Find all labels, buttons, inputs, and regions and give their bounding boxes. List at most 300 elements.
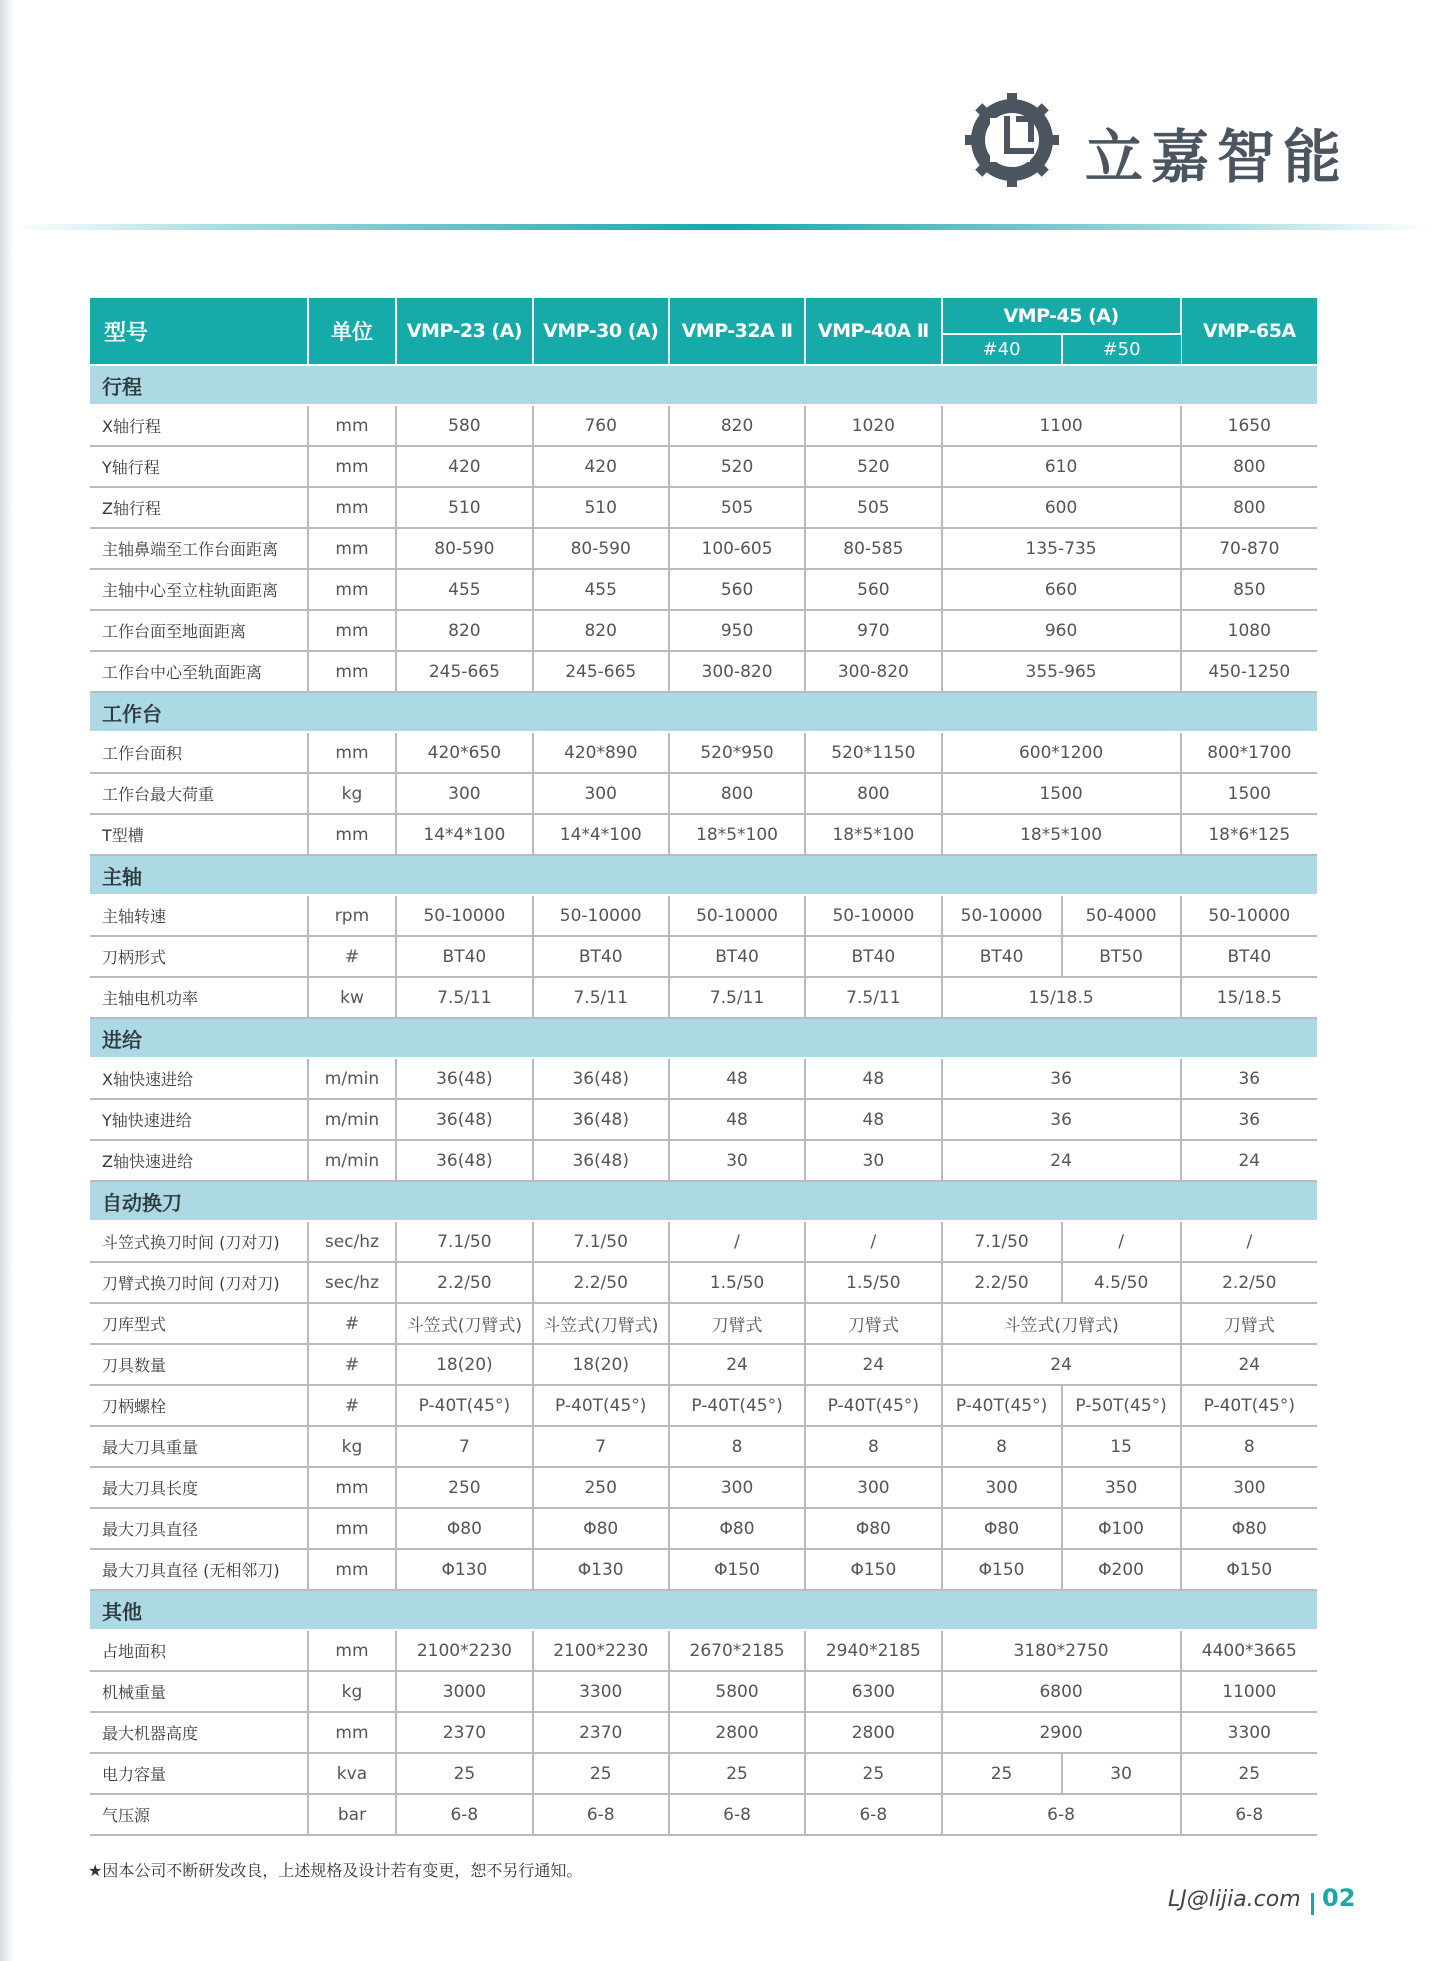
- spec-value: 100-605: [669, 528, 805, 569]
- spec-value: 刀臂式: [805, 1303, 941, 1344]
- spec-value: P-40T(45°): [805, 1385, 941, 1426]
- spec-unit: mm: [308, 487, 397, 528]
- spec-value: 18*5*100: [942, 814, 1181, 855]
- spec-value: 2100*2230: [533, 1630, 669, 1671]
- spec-value: P-40T(45°): [396, 1385, 532, 1426]
- brand-name: 立嘉智能: [1085, 123, 1350, 191]
- spec-value: /: [805, 1221, 941, 1262]
- spec-value: 30: [669, 1140, 805, 1181]
- spec-value: 2800: [805, 1712, 941, 1753]
- spec-value: 2.2/50: [533, 1262, 669, 1303]
- table-row: [90, 1058, 1317, 1099]
- spec-value: 50-10000: [805, 895, 941, 936]
- spec-value: 6-8: [533, 1794, 669, 1835]
- spec-name: 主轴鼻端至工作台面距离: [90, 528, 308, 569]
- spec-value: BT40: [396, 936, 532, 977]
- spec-value: 820: [669, 405, 805, 446]
- table-row: [90, 1344, 1317, 1385]
- spec-value: Φ100: [1062, 1508, 1181, 1549]
- spec-value: 450-1250: [1181, 651, 1317, 692]
- spec-name: 最大刀具重量: [90, 1426, 308, 1467]
- spec-name: 主轴转速: [90, 895, 308, 936]
- spec-value: P-40T(45°): [1181, 1385, 1317, 1426]
- table-row: [90, 1508, 1317, 1549]
- spec-value: Φ150: [942, 1549, 1062, 1590]
- spec-value: 970: [805, 610, 941, 651]
- spec-value: 36(48): [396, 1140, 532, 1181]
- spec-value: Φ80: [805, 1508, 941, 1549]
- table-row: [90, 1712, 1317, 1753]
- table-row: [90, 1753, 1317, 1794]
- spec-value: 25: [396, 1753, 532, 1794]
- spec-unit: sec/hz: [308, 1221, 397, 1262]
- spec-value: BT40: [1181, 936, 1317, 977]
- spec-value: 刀臂式: [1181, 1303, 1317, 1344]
- spec-value: 48: [805, 1099, 941, 1140]
- spec-value: 36(48): [533, 1099, 669, 1140]
- spec-value: 420*890: [533, 732, 669, 773]
- spec-name: 工作台中心至轨面距离: [90, 651, 308, 692]
- spec-value: 80-590: [396, 528, 532, 569]
- spec-unit: mm: [308, 1467, 397, 1508]
- spec-unit: #: [308, 1303, 397, 1344]
- spec-unit: mm: [308, 610, 397, 651]
- section-title: 其他: [90, 1590, 1317, 1630]
- spec-value: 800: [669, 773, 805, 814]
- spec-value: 14*4*100: [396, 814, 532, 855]
- spec-value: 斗笠式(刀臂式): [533, 1303, 669, 1344]
- spec-value: P-40T(45°): [669, 1385, 805, 1426]
- spec-value: 300: [396, 773, 532, 814]
- header-model: 型号: [90, 298, 308, 365]
- spec-name: 最大刀具直径 (无相邻刀): [90, 1549, 308, 1590]
- spec-name: 最大刀具直径: [90, 1508, 308, 1549]
- spec-value: 30: [1062, 1753, 1181, 1794]
- spec-unit: kg: [308, 773, 397, 814]
- spec-unit: mm: [308, 1549, 397, 1590]
- spec-value: 1.5/50: [805, 1262, 941, 1303]
- table-row: [90, 569, 1317, 610]
- spec-value: 24: [942, 1140, 1181, 1181]
- spec-value: 1650: [1181, 405, 1317, 446]
- spec-value: 2370: [396, 1712, 532, 1753]
- spec-name: 刀具数量: [90, 1344, 308, 1385]
- spec-value: 36: [1181, 1099, 1317, 1140]
- spec-unit: m/min: [308, 1140, 397, 1181]
- section-header: [90, 855, 1317, 895]
- spec-value: 2370: [533, 1712, 669, 1753]
- spec-value: 850: [1181, 569, 1317, 610]
- header-model-name: VMP-45 (A): [942, 298, 1181, 334]
- spec-value: 3300: [1181, 1712, 1317, 1753]
- spec-value: BT40: [533, 936, 669, 977]
- spec-value: 520*950: [669, 732, 805, 773]
- spec-value: 80-590: [533, 528, 669, 569]
- spec-value: 2.2/50: [1181, 1262, 1317, 1303]
- spec-value: 1.5/50: [669, 1262, 805, 1303]
- table-row: [90, 1426, 1317, 1467]
- spec-name: X轴行程: [90, 405, 308, 446]
- spec-unit: mm: [308, 446, 397, 487]
- spec-name: 主轴电机功率: [90, 977, 308, 1018]
- table-row: [90, 1794, 1317, 1835]
- spec-name: 电力容量: [90, 1753, 308, 1794]
- spec-value: 36(48): [396, 1058, 532, 1099]
- spec-value: 800: [1181, 487, 1317, 528]
- spec-value: 6800: [942, 1671, 1181, 1712]
- spec-value: 24: [942, 1344, 1181, 1385]
- spec-name: Z轴快速进给: [90, 1140, 308, 1181]
- spec-value: 1080: [1181, 610, 1317, 651]
- spec-value: 300: [805, 1467, 941, 1508]
- section-header: [90, 365, 1317, 405]
- spec-unit: sec/hz: [308, 1262, 397, 1303]
- spec-value: 24: [805, 1344, 941, 1385]
- spec-value: 7.1/50: [942, 1221, 1062, 1262]
- header-unit: 单位: [308, 298, 397, 365]
- spec-value: 48: [805, 1058, 941, 1099]
- spec-unit: m/min: [308, 1099, 397, 1140]
- spec-value: /: [669, 1221, 805, 1262]
- spec-value: 30: [805, 1140, 941, 1181]
- spec-value: 6-8: [805, 1794, 941, 1835]
- spec-value: 800: [805, 773, 941, 814]
- spec-value: 6-8: [1181, 1794, 1317, 1835]
- spec-value: 560: [805, 569, 941, 610]
- table-row: [90, 1303, 1317, 1344]
- spec-value: 610: [942, 446, 1181, 487]
- spec-value: 250: [533, 1467, 669, 1508]
- table-row: [90, 1671, 1317, 1712]
- spec-value: 8: [942, 1426, 1062, 1467]
- spec-unit: rpm: [308, 895, 397, 936]
- table-row: [90, 405, 1317, 446]
- spec-value: P-50T(45°): [1062, 1385, 1181, 1426]
- spec-value: 刀臂式: [669, 1303, 805, 1344]
- spec-value: 15/18.5: [1181, 977, 1317, 1018]
- spec-value: 820: [533, 610, 669, 651]
- spec-name: 刀臂式换刀时间 (刀对刀): [90, 1262, 308, 1303]
- spec-value: 300-820: [805, 651, 941, 692]
- spec-value: 1020: [805, 405, 941, 446]
- spec-unit: #: [308, 936, 397, 977]
- header-divider: [10, 224, 1430, 230]
- section-title: 进给: [90, 1018, 1317, 1058]
- footer-separator: [1311, 1893, 1314, 1915]
- spec-value: 300: [1181, 1467, 1317, 1508]
- spec-name: 工作台面至地面距离: [90, 610, 308, 651]
- spec-value: BT40: [669, 936, 805, 977]
- spec-value: 8: [669, 1426, 805, 1467]
- table-row: [90, 651, 1317, 692]
- spec-value: 斗笠式(刀臂式): [396, 1303, 532, 1344]
- table-row: [90, 1140, 1317, 1181]
- spec-value: Φ80: [669, 1508, 805, 1549]
- spec-value: 50-4000: [1062, 895, 1181, 936]
- spec-unit: m/min: [308, 1058, 397, 1099]
- spec-value: 1500: [942, 773, 1181, 814]
- table-row: [90, 814, 1317, 855]
- spec-value: Φ150: [669, 1549, 805, 1590]
- spec-value: Φ130: [533, 1549, 669, 1590]
- spec-value: 420: [396, 446, 532, 487]
- spec-value: 24: [1181, 1140, 1317, 1181]
- spec-unit: kw: [308, 977, 397, 1018]
- spec-value: 960: [942, 610, 1181, 651]
- spec-value: 505: [805, 487, 941, 528]
- spec-value: 6-8: [396, 1794, 532, 1835]
- spec-value: 355-965: [942, 651, 1181, 692]
- section-title: 行程: [90, 365, 1317, 405]
- spec-name: X轴快速进给: [90, 1058, 308, 1099]
- spec-unit: mm: [308, 569, 397, 610]
- spec-value: 15: [1062, 1426, 1181, 1467]
- spec-value: 2670*2185: [669, 1630, 805, 1671]
- spec-value: 36(48): [533, 1058, 669, 1099]
- spec-value: 7.5/11: [533, 977, 669, 1018]
- website-link[interactable]: LJ@lijia.com: [1168, 1887, 1301, 1912]
- section-header: [90, 1018, 1317, 1058]
- spec-value: 1500: [1181, 773, 1317, 814]
- spec-name: 气压源: [90, 1794, 308, 1835]
- spec-value: 4400*3665: [1181, 1630, 1317, 1671]
- spec-value: 25: [533, 1753, 669, 1794]
- spec-value: Φ130: [396, 1549, 532, 1590]
- spec-unit: kva: [308, 1753, 397, 1794]
- spec-unit: mm: [308, 814, 397, 855]
- spec-value: 7: [396, 1426, 532, 1467]
- spec-unit: mm: [308, 651, 397, 692]
- spec-name: 占地面积: [90, 1630, 308, 1671]
- spec-value: 510: [396, 487, 532, 528]
- spec-value: 36: [942, 1099, 1181, 1140]
- spec-value: Φ80: [1181, 1508, 1317, 1549]
- spec-value: 2940*2185: [805, 1630, 941, 1671]
- section-header: [90, 692, 1317, 732]
- table-row: [90, 1630, 1317, 1671]
- spec-value: 300: [942, 1467, 1062, 1508]
- spec-value: 36(48): [533, 1140, 669, 1181]
- table-row: [90, 1262, 1317, 1303]
- spec-name: Z轴行程: [90, 487, 308, 528]
- spec-name: T型槽: [90, 814, 308, 855]
- spec-value: 135-735: [942, 528, 1181, 569]
- spec-value: 245-665: [533, 651, 669, 692]
- spec-value: 25: [669, 1753, 805, 1794]
- spec-unit: mm: [308, 1712, 397, 1753]
- spec-value: 36: [942, 1058, 1181, 1099]
- spec-value: 520: [669, 446, 805, 487]
- spec-value: 950: [669, 610, 805, 651]
- spec-value: 580: [396, 405, 532, 446]
- section-header: [90, 1590, 1317, 1630]
- spec-unit: mm: [308, 1508, 397, 1549]
- spec-value: 520*1150: [805, 732, 941, 773]
- table-row: [90, 446, 1317, 487]
- spec-value: 6-8: [669, 1794, 805, 1835]
- spec-value: 8: [1181, 1426, 1317, 1467]
- table-row: [90, 1221, 1317, 1262]
- table-row: [90, 1467, 1317, 1508]
- spec-value: 7: [533, 1426, 669, 1467]
- spec-value: Φ80: [533, 1508, 669, 1549]
- spec-unit: mm: [308, 405, 397, 446]
- header-model-name: VMP-30 (A): [533, 298, 669, 365]
- spec-value: 3000: [396, 1671, 532, 1712]
- spec-value: 300: [533, 773, 669, 814]
- spec-name: 最大刀具长度: [90, 1467, 308, 1508]
- spec-value: Φ200: [1062, 1549, 1181, 1590]
- spec-value: BT40: [942, 936, 1062, 977]
- spec-unit: #: [308, 1385, 397, 1426]
- page-edge-shadow: [0, 0, 14, 1961]
- spec-value: Φ150: [805, 1549, 941, 1590]
- spec-value: 70-870: [1181, 528, 1317, 569]
- section-header: [90, 1181, 1317, 1221]
- spec-value: BT50: [1062, 936, 1181, 977]
- spec-value: 4.5/50: [1062, 1262, 1181, 1303]
- spec-value: 2.2/50: [396, 1262, 532, 1303]
- footnote: ★因本公司不断研发改良，上述规格及设计若有变更，恕不另行通知。: [88, 1861, 583, 1880]
- spec-value: 25: [805, 1753, 941, 1794]
- spec-unit: mm: [308, 1630, 397, 1671]
- spec-value: 50-10000: [533, 895, 669, 936]
- table-row: [90, 528, 1317, 569]
- spec-value: BT40: [805, 936, 941, 977]
- spec-value: P-40T(45°): [533, 1385, 669, 1426]
- spec-value: 斗笠式(刀臂式): [942, 1303, 1181, 1344]
- spec-value: 24: [669, 1344, 805, 1385]
- table-row: [90, 1549, 1317, 1590]
- spec-value: /: [1181, 1221, 1317, 1262]
- spec-value: 50-10000: [942, 895, 1062, 936]
- spec-value: 7.1/50: [396, 1221, 532, 1262]
- spec-value: 36(48): [396, 1099, 532, 1140]
- spec-value: 7.1/50: [533, 1221, 669, 1262]
- spec-value: 18*5*100: [669, 814, 805, 855]
- spec-value: 600: [942, 487, 1181, 528]
- spec-value: 2100*2230: [396, 1630, 532, 1671]
- table-row: [90, 1385, 1317, 1426]
- spec-name: Y轴行程: [90, 446, 308, 487]
- spec-value: 2.2/50: [942, 1262, 1062, 1303]
- spec-name: 刀柄形式: [90, 936, 308, 977]
- spec-value: 1100: [942, 405, 1181, 446]
- spec-value: 350: [1062, 1467, 1181, 1508]
- spec-value: 50-10000: [1181, 895, 1317, 936]
- spec-unit: mm: [308, 732, 397, 773]
- spec-value: 420*650: [396, 732, 532, 773]
- spec-value: 5800: [669, 1671, 805, 1712]
- spec-value: 800*1700: [1181, 732, 1317, 773]
- spec-unit: #: [308, 1344, 397, 1385]
- spec-value: 455: [533, 569, 669, 610]
- spec-value: 14*4*100: [533, 814, 669, 855]
- spec-name: 机械重量: [90, 1671, 308, 1712]
- table-row: [90, 610, 1317, 651]
- spec-value: 48: [669, 1099, 805, 1140]
- table-row: [90, 936, 1317, 977]
- spec-value: 48: [669, 1058, 805, 1099]
- spec-value: 800: [1181, 446, 1317, 487]
- spec-value: 18*5*100: [805, 814, 941, 855]
- spec-value: P-40T(45°): [942, 1385, 1062, 1426]
- spec-value: 6300: [805, 1671, 941, 1712]
- spec-value: /: [1062, 1221, 1181, 1262]
- table-row: [90, 487, 1317, 528]
- spec-value: 25: [1181, 1753, 1317, 1794]
- table-row: [90, 977, 1317, 1018]
- spec-value: 245-665: [396, 651, 532, 692]
- spec-unit: bar: [308, 1794, 397, 1835]
- spec-value: 300-820: [669, 651, 805, 692]
- spec-value: 455: [396, 569, 532, 610]
- page-number: 02: [1322, 1884, 1356, 1912]
- header-model-name: VMP-23 (A): [396, 298, 532, 365]
- header-model-name: VMP-32A Ⅱ: [669, 298, 805, 365]
- spec-value: 24: [1181, 1344, 1317, 1385]
- spec-value: 6-8: [942, 1794, 1181, 1835]
- spec-name: 最大机器高度: [90, 1712, 308, 1753]
- spec-value: 2900: [942, 1712, 1181, 1753]
- spec-value: 3300: [533, 1671, 669, 1712]
- spec-name: 斗笠式换刀时间 (刀对刀): [90, 1221, 308, 1262]
- table-row: [90, 773, 1317, 814]
- spec-value: 820: [396, 610, 532, 651]
- spec-name: Y轴快速进给: [90, 1099, 308, 1140]
- spec-value: 8: [805, 1426, 941, 1467]
- spec-value: 760: [533, 405, 669, 446]
- spec-table: [90, 298, 1317, 1836]
- spec-value: 18(20): [533, 1344, 669, 1385]
- spec-value: Φ150: [1181, 1549, 1317, 1590]
- spec-name: 主轴中心至立柱轨面距离: [90, 569, 308, 610]
- spec-name: 工作台面积: [90, 732, 308, 773]
- spec-value: 15/18.5: [942, 977, 1181, 1018]
- spec-unit: mm: [308, 528, 397, 569]
- spec-value: 3180*2750: [942, 1630, 1181, 1671]
- spec-value: 7.5/11: [669, 977, 805, 1018]
- section-title: 工作台: [90, 692, 1317, 732]
- header-model-name: VMP-40A Ⅱ: [805, 298, 941, 365]
- spec-name: 工作台最大荷重: [90, 773, 308, 814]
- spec-value: 520: [805, 446, 941, 487]
- spec-value: 250: [396, 1467, 532, 1508]
- table-row: [90, 732, 1317, 773]
- spec-body: [90, 365, 1317, 1835]
- spec-name: 刀库型式: [90, 1303, 308, 1344]
- spec-unit: kg: [308, 1426, 397, 1467]
- table-row: [90, 1099, 1317, 1140]
- header-model-name: VMP-65A: [1181, 298, 1317, 365]
- section-title: 主轴: [90, 855, 1317, 895]
- table-row: [90, 895, 1317, 936]
- spec-value: 11000: [1181, 1671, 1317, 1712]
- spec-value: 660: [942, 569, 1181, 610]
- spec-value: 80-585: [805, 528, 941, 569]
- spec-value: 18*6*125: [1181, 814, 1317, 855]
- section-title: 自动换刀: [90, 1181, 1317, 1221]
- spec-value: Φ80: [942, 1508, 1062, 1549]
- header-variant: #40: [942, 334, 1062, 365]
- spec-value: Φ80: [396, 1508, 532, 1549]
- spec-value: 7.5/11: [396, 977, 532, 1018]
- spec-value: 36: [1181, 1058, 1317, 1099]
- spec-value: 7.5/11: [805, 977, 941, 1018]
- spec-value: 510: [533, 487, 669, 528]
- spec-value: 600*1200: [942, 732, 1181, 773]
- spec-value: 25: [942, 1753, 1062, 1794]
